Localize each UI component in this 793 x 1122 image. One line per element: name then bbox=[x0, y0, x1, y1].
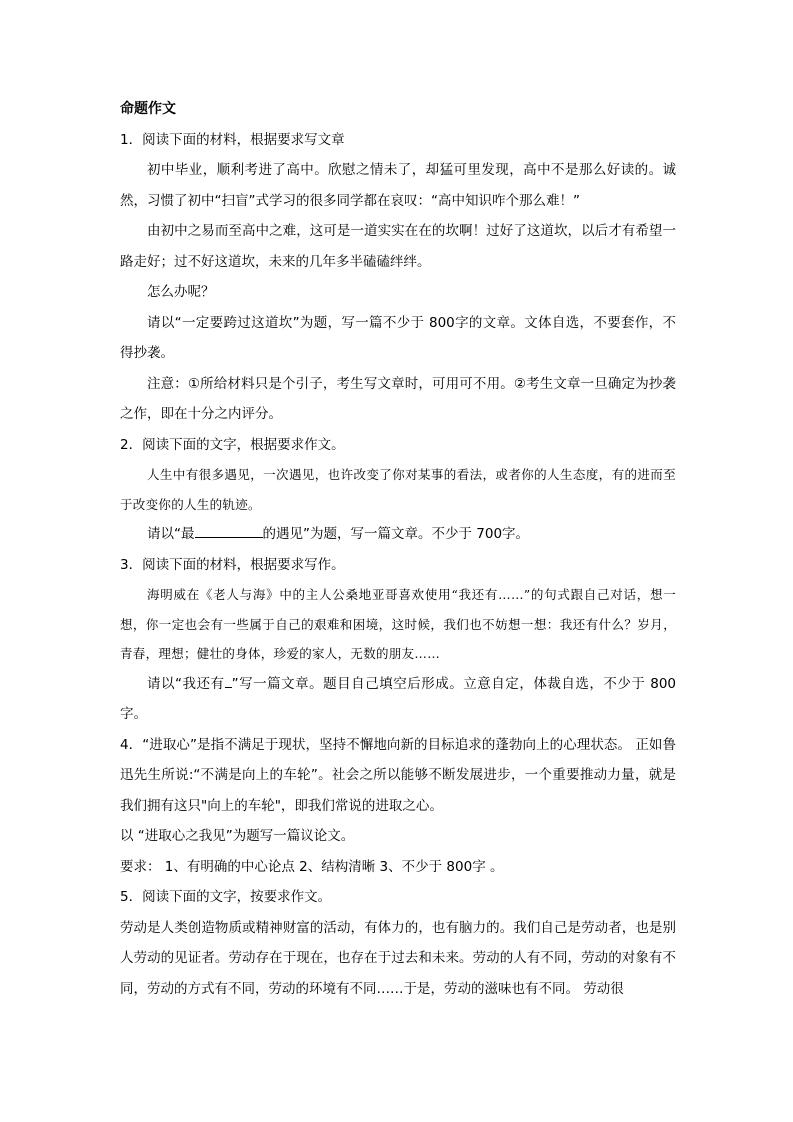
q2-prompt bbox=[120, 519, 676, 550]
q2-material: 人生中有很多遇见，一次遇见，也许改变了你对某事的看法，或者你的人生态度，有的进而至于改变你的人生的轨迹。 bbox=[120, 467, 676, 512]
q4-requirements: 要求： 1、有明确的中心论点 2、结构清晰 3、不少于 800字 。 bbox=[120, 858, 504, 875]
q3-prompt bbox=[120, 669, 676, 730]
q5-header: 5．阅读下面的文字，按要求作文。 bbox=[120, 889, 332, 905]
q1-header: 1．阅读下面的材料，根据要求写文章 bbox=[120, 131, 345, 148]
page-title: 命题作文 bbox=[120, 101, 176, 117]
q2-header: 2．阅读下面的文字，根据要求作文。 bbox=[120, 436, 345, 453]
fill-in-blank bbox=[195, 523, 263, 538]
q5-paragraph-1: 劳动是人类创造物质或精神财富的活动，有体力的，也有脑力的。我们自己是劳动者，也是别人劳动的见证者。劳动存在于现在，也存在于过去和未来。劳动的人有不同，劳动的对象有不同，劳动的方式有不同，劳动的环境有不同……于是，劳动的滋味也有不同。 劳动很 bbox=[120, 919, 676, 997]
q1-paragraph-2: 由初中之易而至高中之难，这可是一道实实在在的坎啊！过好了这道坎，以后才有希望一路走好；过不好这道坎，未来的几年多半磕磕绊绊。 bbox=[120, 223, 676, 270]
q3-header: 3．阅读下面的材料，根据要求写作。 bbox=[120, 556, 345, 573]
q4-paragraph-2: 以 “进取心之我见”为题写一篇议论文。 bbox=[120, 828, 355, 844]
q2-prompt-after: 的遇见”为题，写一篇文章。不少于 700字。 bbox=[262, 526, 530, 542]
q3-prompt-before: 请以“我还有 bbox=[147, 675, 225, 692]
q2-prompt-before: 请以“最 bbox=[147, 526, 195, 542]
q3-prompt-after: ”写一篇文章。题目自己填空后形成。立意自定，体裁自选，不少于 800字。 bbox=[120, 675, 676, 722]
q1-paragraph-1: 初中毕业，顺利考进了高中。欣慰之情未了，却猛可里发现，高中不是那么好读的。诚然，习惯了初中“扫盲”式学习的很多同学都在哀叹：“高中知识咋个那么难！” bbox=[120, 162, 676, 209]
q4-paragraph-1: 4．“进取心”是指不满足于现状，坚持不懈地向新的目标追求的蓬勃向上的心理状态。 正如鲁迅先生所说:“不满是向上的车轮”。社会之所以能够不断发展进步，一个重要推动力量，就是我们拥有这只"向上的车轮"，即我们常说的进取之心。 bbox=[120, 736, 676, 814]
document-body bbox=[120, 94, 676, 1004]
q3-material: 海明威在《老人与海》中的主人公桑地亚哥喜欢使用“我还有……”的句式跟自己对话，想一想，你一定也会有一些属于自己的艰难和困境，这时候，我们也不妨想一想：我还有什么？岁月，青春，理想；健壮的身体，珍爱的家人，无数的朋友…… bbox=[120, 587, 676, 661]
q1-paragraph-4: 请以“一定要跨过这道坎”为题，写一篇不少于 800字的文章。文体自选，不要套作，不得抄袭。 bbox=[120, 314, 676, 361]
q1-paragraph-5: 注意：①所给材料只是个引子，考生写文章时，可用可不用。②考生文章一旦确定为抄袭之作，即在十分之内评分。 bbox=[120, 375, 676, 422]
q1-paragraph-3: 怎么办呢？ bbox=[147, 284, 215, 300]
fill-in-blank-short bbox=[225, 673, 232, 688]
